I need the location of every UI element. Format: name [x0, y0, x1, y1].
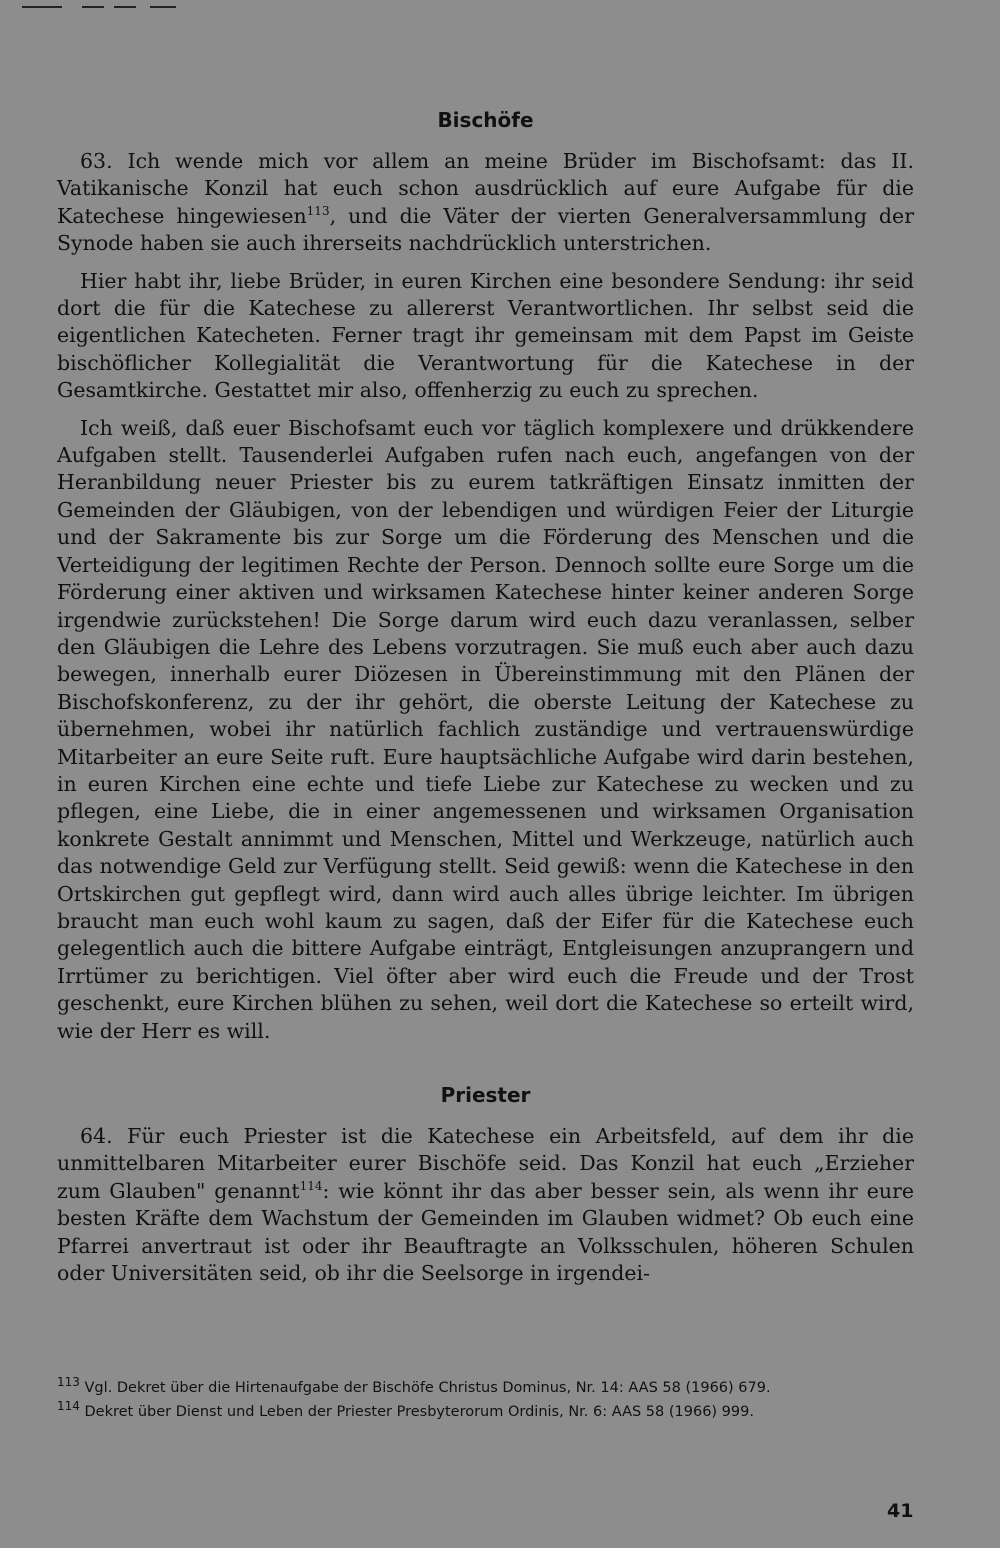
paragraph-63: 63. Ich wende mich vor allem an meine Brüder im Bischofsamt: das II. Vatikanische Konzil hat euch schon ausdrücklich auf eure Aufgabe für die Katechese hingewiesen$^{113}$, und die Väter der vierten Generalversammlung der Synode haben sie auch ihrerseits nachdrücklich unterstrichen. [57, 149, 914, 256]
footnote-ref-114: 114 [299, 1178, 323, 1193]
footnotes [57, 1375, 914, 1426]
section-heading-priester: Priester [440, 1083, 531, 1107]
paragraph-63-2: Hier habt ihr, liebe Brüder, in euren Kirchen eine besondere Sendung: ihr seid dort die für die Katechese zu allererst Verantwortlichen. Ihr selbst seid die eigentlichen Katecheten. Ferner tragt ihr gemeinsam mit dem Papst im Geiste bischöflicher Kollegialität die Verantwortung für die Katechese in der Gesamtkirche. Gestattet mir also, offenherzig zu euch zu sprechen. [57, 268, 914, 403]
footnote-113: $^{113}$ Vgl. Dekret über die Hirtenaufgabe der Bischöfe Christus Dominus, Nr. 14: AAS 58 (1966) 679. [57, 1375, 771, 1396]
paragraph-63-3: Ich weiß, daß euer Bischofsamt euch vor täglich komplexere und drükkendere Aufgaben stellt. Tausenderlei Aufgaben rufen nach euch, angefangen von der Heranbildung neuer Priester bis zu eurem tatkräftigen Einsatz inmitten der Gemeinden der Gläubigen, von der lebendigen und würdigen Feier der Liturgie und der Sakramente bis zur Sorge um die Förderung des Menschen und die Verteidigung der legitimen Rechte der Person. Dennoch sollte eure Sorge um die Förderung einer aktiven und wirksamen Katechese hinter keiner anderen Sorge irgendwie zurückstehen! Die Sorge darum wird euch dazu veranlassen, selber den Gläubigen die Lehre des Lebens vorzutragen. Sie muß euch aber auch dazu bewegen, innerhalb eurer Diözesen in Übereinstimmung mit den Plänen der Bischofskonferenz, zu der ihr gehört, die oberste Leitung der Katechese zu übernehmen, wobei ihr natürlich fachlich zuständige und vertrauenswürdige Mitarbeiter an eure Seite ruft. Eure hauptsächliche Aufgabe wird darin bestehen, in euren Kirchen eine echte und tiefe Liebe zur Katechese zu wecken und zu pflegen, eine Liebe, die in einer angemessenen und wirksamen Organisation konkrete Gestalt annimmt und Menschen, Mittel und Werkzeuge, natürlich auch das notwendige Geld zur Verfügung stellt. Seid gewiß: wenn die Katechese in den Ortskirchen gut gepflegt wird, dann wird auch alles übrige leichter. Im übrigen braucht man euch wohl kaum zu sagen, daß der Eifer für die Katechese euch gelegentlich auch die bittere Aufgabe einträgt, Entgleisungen anzuprangern und Irrtümer zu berichtigen. Viel öfter aber wird euch die Freude und der Trost geschenkt, eure Kirchen blühen zu sehen, weil dort die Katechese so erteilt wird, wie der Herr es will. [57, 415, 914, 1043]
page-number: 41 [887, 1500, 914, 1522]
section-heading-bischoefe: Bischöfe [437, 108, 534, 132]
footnote-ref-113: 113 [306, 203, 330, 218]
scan-marks [22, 6, 182, 10]
footnote-114: $^{114}$ Dekret über Dienst und Leben der Priester Presbyterorum Ordinis, Nr. 6: AAS 58 (1966) 999. [57, 1399, 754, 1420]
paragraph-64: 64. Für euch Priester ist die Katechese ein Arbeitsfeld, auf dem ihr die unmittelbaren Mitarbeiter eurer Bischöfe seid. Das Konzil hat euch „Erzieher zum Glauben" genannt$^{114}$: wie könnt ihr das aber besser sein, als wenn ihr eure besten Kräfte dem Wachstum der Gemeinden im Glauben widmet? Ob euch eine Pfarrei anvertraut ist oder ihr Beauftragte an Volksschulen, höheren Schulen oder Universitäten seid, ob ihr die Seelsorge in irgendei- [57, 1124, 914, 1286]
page-body [57, 108, 914, 1297]
